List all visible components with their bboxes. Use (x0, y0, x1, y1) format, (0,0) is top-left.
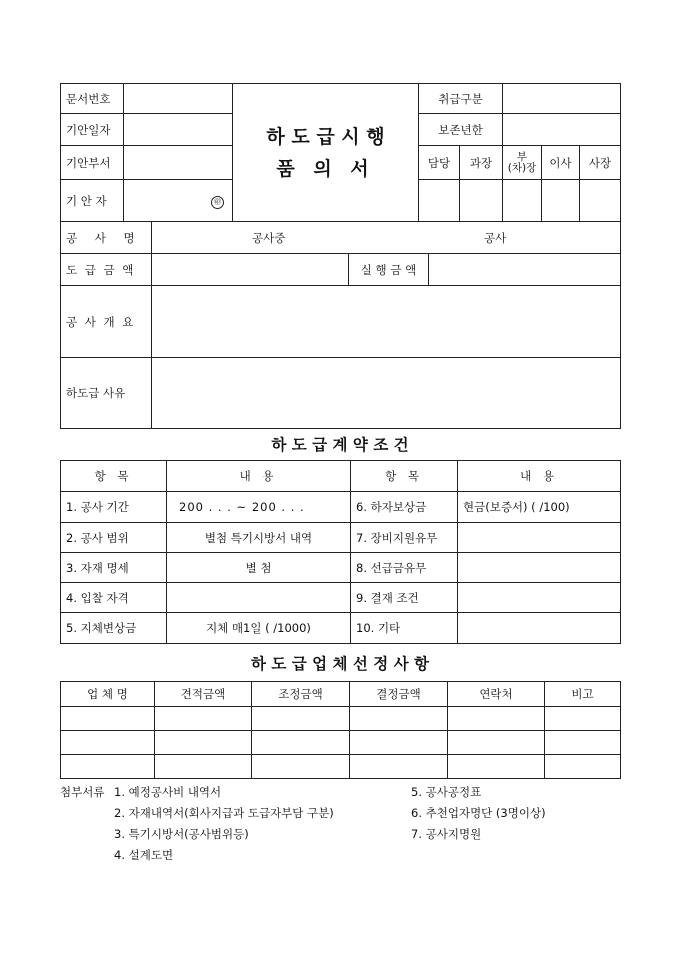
table-row (61, 583, 621, 613)
handling-label: 취급구분 (419, 84, 503, 114)
cond-content[interactable]: 현금(보증서) ( /100) (458, 492, 621, 523)
cond-content[interactable] (458, 553, 621, 583)
cond-header-item1: 항 목 (61, 461, 167, 492)
cond-item: 1. 공사 기간 (61, 492, 167, 523)
conditions-table (60, 460, 621, 644)
retention-label: 보존년한 (419, 114, 503, 146)
table-row (61, 707, 621, 731)
selection-table (60, 681, 621, 779)
overview-field[interactable] (152, 286, 621, 358)
sel-header-estimate: 견적금액 (155, 682, 252, 707)
cond-item: 2. 공사 범위 (61, 523, 167, 553)
cond-content[interactable]: 별첨 특기시방서 내역 (167, 523, 351, 553)
approver-director: 이사 (542, 146, 580, 180)
approver-president: 사장 (580, 146, 621, 180)
exec-amount-field[interactable] (429, 254, 621, 286)
project-name-mid: 공사중 (252, 230, 286, 245)
subcontract-amount-field[interactable] (152, 254, 349, 286)
cond-content[interactable]: 별 첨 (167, 553, 351, 583)
seal-icon: ㊞ (211, 196, 224, 209)
sel-cell[interactable] (155, 755, 252, 779)
sel-cell[interactable] (545, 707, 621, 731)
table-row (61, 492, 621, 523)
attachments-label: 첨부서류 (60, 785, 105, 799)
approver-deputy (503, 146, 542, 180)
sel-cell[interactable] (61, 707, 155, 731)
cond-content[interactable] (458, 583, 621, 613)
attachment-item: 3. 특기시방서(공사범위등) (114, 827, 249, 841)
sel-cell[interactable] (155, 731, 252, 755)
approver-staff: 담당 (419, 146, 460, 180)
cond-header-content2: 내 용 (458, 461, 621, 492)
header-table (60, 83, 621, 222)
handling-field[interactable] (503, 84, 621, 114)
form-title-line2: 품 의 서 (276, 157, 375, 180)
doc-number-field[interactable] (124, 84, 233, 114)
reason-label: 하도급 사유 (61, 358, 152, 429)
sel-header-company: 업 체 명 (61, 682, 155, 707)
table-row (61, 731, 621, 755)
cond-content[interactable]: 200 . . . ~ 200 . . . (167, 492, 351, 523)
table-row (61, 755, 621, 779)
table-row (61, 523, 621, 553)
draft-dept-field[interactable] (124, 146, 233, 180)
attachment-item: 5. 공사공정표 (411, 785, 482, 799)
cond-content[interactable]: 지체 매1일 ( /1000) (167, 613, 351, 644)
form-title-line1: 하 도 급 시 행 (266, 125, 385, 148)
project-name-suffix: 공사 (483, 230, 507, 245)
draft-date-field[interactable] (124, 114, 233, 146)
cond-item: 9. 결재 조건 (351, 583, 458, 613)
cond-content[interactable] (458, 523, 621, 553)
approver-manager: 과장 (460, 146, 503, 180)
attachment-item: 2. 자재내역서(회사지급과 도급자부담 구분) (114, 806, 334, 820)
sign-manager[interactable] (460, 180, 503, 222)
cond-item: 10. 기타 (351, 613, 458, 644)
sel-cell[interactable] (61, 755, 155, 779)
sel-header-contact: 연락처 (448, 682, 545, 707)
project-name-field[interactable] (152, 222, 621, 254)
cond-item: 5. 지체변상금 (61, 613, 167, 644)
project-name-label: 공 사 명 (61, 222, 152, 254)
sel-cell[interactable] (448, 731, 545, 755)
cond-content[interactable] (458, 613, 621, 644)
overview-label: 공 사 개 요 (61, 286, 152, 358)
cond-item: 8. 선급금유무 (351, 553, 458, 583)
selection-title: 하 도 급 업 체 선 정 사 항 (251, 654, 429, 673)
sign-deputy[interactable] (503, 180, 542, 222)
cond-header-content1: 내 용 (167, 461, 351, 492)
attachment-item: 4. 설계도면 (114, 848, 174, 862)
sel-cell[interactable] (155, 707, 252, 731)
cond-item: 4. 입찰 자격 (61, 583, 167, 613)
cond-item: 3. 자재 명세 (61, 553, 167, 583)
exec-amount-label: 실 행 금 액 (349, 254, 429, 286)
sel-cell[interactable] (448, 755, 545, 779)
draft-dept-label: 기안부서 (61, 146, 124, 180)
sel-cell[interactable] (252, 755, 350, 779)
sel-header-decided: 결정금액 (350, 682, 448, 707)
sel-cell[interactable] (350, 707, 448, 731)
doc-number-label: 문서번호 (61, 84, 124, 114)
attachment-item: 1. 예정공사비 내역서 (114, 785, 222, 799)
sel-cell[interactable] (448, 707, 545, 731)
conditions-title: 하 도 급 계 약 조 건 (271, 435, 409, 454)
sign-director[interactable] (542, 180, 580, 222)
attachment-item: 6. 추천업자명단 (3명이상) (411, 806, 546, 820)
cond-item: 6. 하자보상금 (351, 492, 458, 523)
drafter-field[interactable] (124, 180, 233, 222)
sign-president[interactable] (580, 180, 621, 222)
sel-header-remarks: 비고 (545, 682, 621, 707)
project-info-table (60, 221, 621, 429)
attachment-item: 7. 공사지명원 (411, 827, 482, 841)
sel-cell[interactable] (545, 755, 621, 779)
drafter-label: 기 안 자 (61, 180, 124, 222)
reason-field[interactable] (152, 358, 621, 429)
form-title (233, 84, 419, 222)
draft-date-label: 기안일자 (61, 114, 124, 146)
table-row (61, 613, 621, 644)
sel-cell[interactable] (252, 731, 350, 755)
cond-item: 7. 장비지원유무 (351, 523, 458, 553)
sel-header-adjusted: 조정금액 (252, 682, 350, 707)
subcontract-amount-label: 도 급 금 액 (61, 254, 152, 286)
cond-header-item2: 항 목 (351, 461, 458, 492)
sign-staff[interactable] (419, 180, 460, 222)
table-row (61, 553, 621, 583)
sel-cell[interactable] (545, 731, 621, 755)
retention-field[interactable] (503, 114, 621, 146)
cond-content[interactable] (167, 583, 351, 613)
approver-deputy-label: 부 (차)장 (507, 150, 537, 174)
sel-cell[interactable] (61, 731, 155, 755)
sel-cell[interactable] (350, 755, 448, 779)
sel-cell[interactable] (252, 707, 350, 731)
sel-cell[interactable] (350, 731, 448, 755)
